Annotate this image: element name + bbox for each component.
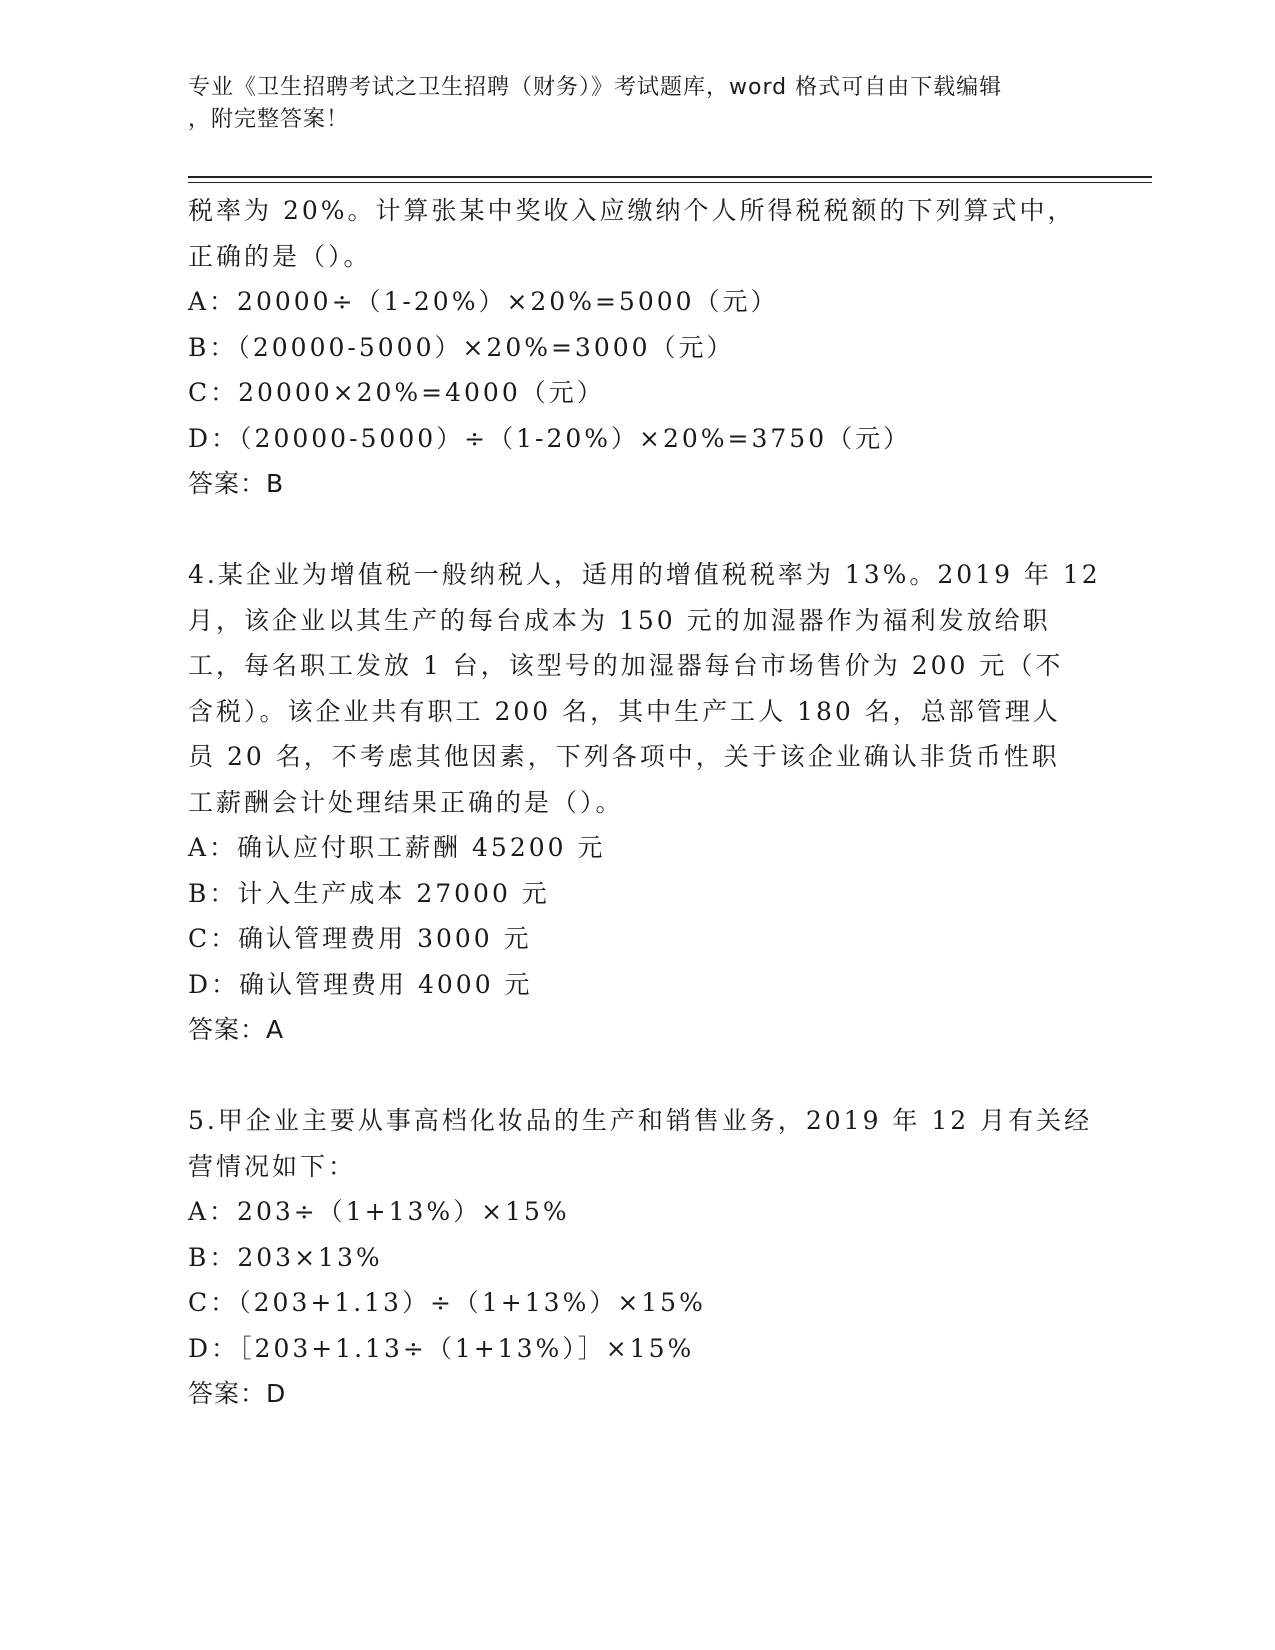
document-header bbox=[188, 72, 1068, 136]
option-c: C：确认管理费用 3000 元 bbox=[188, 924, 532, 953]
option-d: D：确认管理费用 4000 元 bbox=[188, 969, 533, 999]
question-list bbox=[188, 188, 1101, 1417]
option-b: B：（20000-5000）×20%=3000（元） bbox=[188, 332, 735, 362]
question-stem-line: 正确的是（）。 bbox=[188, 241, 372, 271]
question-stem-line: 营情况如下： bbox=[188, 1151, 357, 1181]
question-stem-line: 月，该企业以其生产的每台成本为 150 元的加湿器作为福利发放给职 bbox=[188, 605, 1051, 635]
question-stem-line: 员 20 名，不考虑其他因素，下列各项中，关于该企业确认非货币性职 bbox=[188, 742, 1060, 771]
answer: 答案：D bbox=[188, 1379, 287, 1408]
option-c: C：（203+1.13）÷（1+13%）×15% bbox=[188, 1288, 706, 1317]
option-a: A：203÷（1+13%）×15% bbox=[188, 1197, 570, 1226]
question-stem-line: 4.某企业为增值税一般纳税人，适用的增值税税率为 13%。2019 年 12 bbox=[188, 560, 1101, 589]
question-stem-line: 工薪酬会计处理结果正确的是（）。 bbox=[188, 787, 624, 817]
answer: 答案：B bbox=[188, 469, 285, 498]
question-stem-line: 5.甲企业主要从事高档化妆品的生产和销售业务，2019 年 12 月有关经 bbox=[188, 1106, 1093, 1135]
header-line-2: ，附完整答案！ bbox=[188, 107, 350, 132]
option-d: D：［203+1.13÷（1+13%）］×15% bbox=[188, 1333, 695, 1363]
question-5 bbox=[188, 1098, 1093, 1417]
header-line-1: 专业《卫生招聘考试之卫生招聘（财务）》考试题库，word 格式可自由下载编辑 bbox=[188, 75, 1003, 100]
question-stem-line: 含税）。该企业共有职工 200 名，其中生产工人 180 名，总部管理人 bbox=[188, 696, 1061, 726]
option-c: C：20000×20%=4000（元） bbox=[188, 378, 605, 407]
spacer bbox=[188, 1053, 1088, 1099]
question-4 bbox=[188, 552, 1101, 1053]
option-d: D：（20000-5000）÷（1-20%）×20%=3750（元） bbox=[188, 423, 912, 453]
answer: 答案：A bbox=[188, 1015, 285, 1044]
option-b: B：计入生产成本 27000 元 bbox=[188, 878, 550, 908]
header-rule-thick bbox=[188, 176, 1152, 178]
spacer bbox=[188, 507, 1088, 553]
question-3 bbox=[188, 188, 1088, 507]
option-a: A：20000÷（1-20%）×20%=5000（元） bbox=[188, 287, 779, 316]
header-rule-thin bbox=[188, 182, 1152, 183]
question-stem-line: 税率为 20%。计算张某中奖收入应缴纳个人所得税税额的下列算式中， bbox=[188, 196, 1076, 225]
option-a: A：确认应付职工薪酬 45200 元 bbox=[188, 833, 606, 862]
question-stem-line: 工，每名职工发放 1 台，该型号的加湿器每台市场售价为 200 元（不 bbox=[188, 651, 1064, 680]
option-b: B：203×13% bbox=[188, 1242, 383, 1272]
